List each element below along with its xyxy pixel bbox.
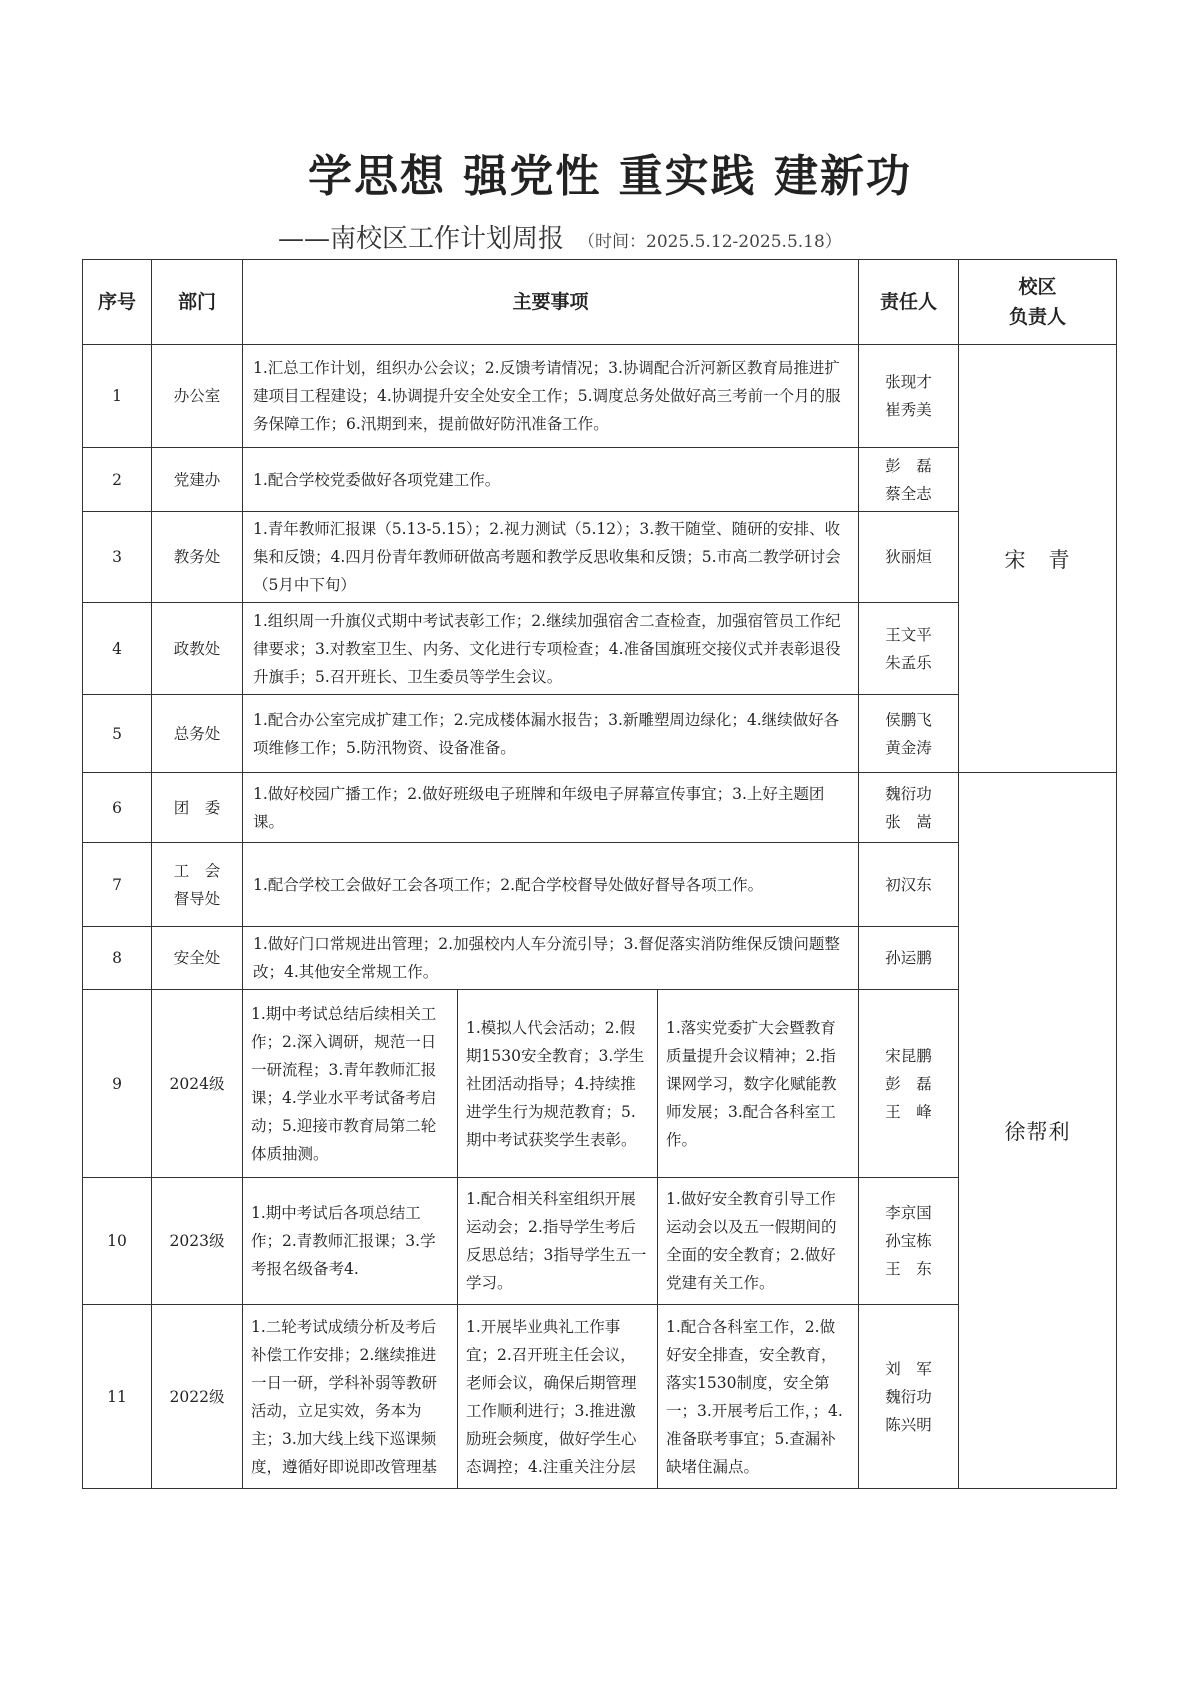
row-matters: 1.配合学校工会做好工会各项工作；2.配合学校督导处做好督导各项工作。 [243,843,859,927]
header-leader [959,260,1117,345]
row-no: 8 [83,927,152,990]
row-dept: 安全处 [152,927,243,990]
owner-name: 彭 磊 [885,1074,932,1093]
page-subtitle [278,218,842,255]
header-leader-line1: 校区 [1018,276,1057,298]
subtitle-text: ——南校区工作计划周报 [278,224,565,254]
row-owners [859,773,959,843]
owner-name: 张现才 [885,373,932,391]
header-owner: 责任人 [859,260,959,345]
owner-name: 蔡全志 [885,484,932,503]
row-dept [152,843,243,927]
row-dept: 党建办 [152,448,243,512]
row-matters-col1: 1.期中考试后各项总结工作；2.青教师汇报课；3.学考报名级备考4. [243,1178,458,1305]
row-matters: 1.配合学校党委做好各项党建工作。 [243,448,859,512]
owner-name: 张 嵩 [885,812,932,831]
row-dept: 教务处 [152,512,243,603]
campus-leader-2: 徐帮利 [959,773,1117,1489]
owner-name: 王文平 [885,625,932,644]
row-matters: 1.配合办公室完成扩建工作；2.完成楼体漏水报告；3.新雕塑周边绿化；4.继续做好各项维修工作；5.防汛物资、设备准备。 [243,695,859,773]
row-matters: 1.汇总工作计划，组织办公会议；2.反馈考请情况；3.协调配合沂河新区教育局推进扩建项目工程建设；4.协调提升安全处安全工作；5.调度总务处做好高三考前一个月的服务保障工作；6.汛期到来，提前做好防汛准备工作。 [243,345,859,448]
row-dept: 政教处 [152,603,243,695]
header-matters: 主要事项 [243,260,859,345]
row-owners [859,1178,959,1305]
row-owners [859,990,959,1178]
row-no: 10 [83,1178,152,1305]
row-matters: 1.组织周一升旗仪式期中考试表彰工作；2.继续加强宿舍二查检查，加强宿管员工作纪律要求；3.对教室卫生、内务、文化进行专项检查；4.准备国旗班交接仪式并表彰退役升旗手；5.召开班长、卫生委员等学生会议。 [243,603,859,695]
row-no: 2 [83,448,152,512]
row-no: 7 [83,843,152,927]
row-owners [859,843,959,927]
row-no: 11 [83,1305,152,1489]
owner-name: 宋昆鹏 [885,1046,932,1065]
row-dept: 团 委 [152,773,243,843]
owner-name: 孙运鹏 [885,949,932,967]
owner-name: 朱孟乐 [885,653,932,672]
owner-name: 王 东 [885,1260,932,1278]
row-no: 5 [83,695,152,773]
row-dept: 2024级 [152,990,243,1178]
dept-line: 督导处 [173,889,221,908]
owner-name: 彭 磊 [885,456,932,475]
row-no: 3 [83,512,152,603]
row-owners [859,345,959,448]
row-dept: 总务处 [152,695,243,773]
row-dept: 2022级 [152,1305,243,1489]
table-row [83,773,1117,843]
owner-name: 初汉东 [885,875,932,894]
owner-name: 黄金涛 [885,738,932,757]
owner-name: 狄丽烜 [885,548,932,566]
owner-name: 王 峰 [885,1102,932,1121]
row-matters: 1.青年教师汇报课（5.13-5.15）；2.视力测试（5.12）；3.教干随堂、随研的安排、收集和反馈；4.四月份青年教师研做高考题和教学反思收集和反馈；5.市高二教学研讨会（5月中下旬） [243,512,859,603]
row-matters-col3: 1.做好安全教育引导工作运动会以及五一假期间的全面的安全教育；2.做好党建有关工作。 [658,1178,859,1305]
row-owners [859,603,959,695]
date-range: （时间：2025.5.12-2025.5.18） [578,232,842,252]
row-owners [859,927,959,990]
owner-name: 刘 军 [885,1359,932,1378]
row-matters-col3: 1.落实党委扩大会暨教育质量提升会议精神；2.指课网学习，数字化赋能教师发展；3.配合各科室工作。 [658,990,859,1178]
table-header-row [83,260,1117,345]
row-no: 9 [83,990,152,1178]
owner-name: 崔秀美 [885,401,932,419]
owner-name: 魏衍功 [885,784,932,803]
dept-line: 工 会 [173,861,221,880]
row-matters-col2: 1.模拟人代会活动；2.假期1530安全教育；3.学生社团活动指导；4.持续推进学生行为规范教育；5.期中考试获奖学生表彰。 [458,990,658,1178]
row-matters-col2: 1.配合相关科室组织开展运动会；2.指导学生考后反思总结；3指导学生五一学习。 [458,1178,658,1305]
row-matters-col1: 1.二轮考试成绩分析及考后补偿工作安排；2.继续推进一日一研，学科补弱等教研活动，立足实效，务本为主；3.加大线上线下巡课频度，遵循好即说即改管理基 [243,1305,458,1489]
row-matters: 1.做好门口常规进出管理；2.加强校内人车分流引导；3.督促落实消防维保反馈问题整改；4.其他安全常规工作。 [243,927,859,990]
campus-leader-1: 宋 青 [959,345,1117,773]
row-matters-col2: 1.开展毕业典礼工作事宜；2.召开班主任会议，老师会议，确保后期管理工作顺利进行；3.推进激励班会频度，做好学生心态调控；4.注重关注分层 [458,1305,658,1489]
owner-name: 孙宝栋 [885,1232,932,1250]
row-matters-col3: 1.配合各科室工作，2.做好安全排查，安全教育，落实1530制度，安全第一；3.开展考后工作，；4.准备联考事宜；5.查漏补缺堵住漏点。 [658,1305,859,1489]
owner-name: 魏衍功 [885,1387,932,1406]
owner-name: 李京国 [885,1204,932,1222]
row-owners [859,512,959,603]
row-owners [859,448,959,512]
page-title: 学思想 强党性 重实践 建新功 [308,151,912,202]
header-dept: 部门 [152,260,243,345]
header-leader-line2: 负责人 [1008,306,1066,328]
row-owners [859,695,959,773]
row-no: 6 [83,773,152,843]
row-dept: 办公室 [152,345,243,448]
owner-name: 侯鹏飞 [885,710,932,729]
row-dept: 2023级 [152,1178,243,1305]
row-no: 1 [83,345,152,448]
row-matters: 1.做好校园广播工作；2.做好班级电子班牌和年级电子屏幕宣传事宜；3.上好主题团课。 [243,773,859,843]
header-no: 序号 [83,260,152,345]
weekly-plan-table [82,259,1117,1489]
row-no: 4 [83,603,152,695]
row-matters-col1: 1.期中考试总结后续相关工作；2.深入调研，规范一日一研流程；3.青年教师汇报课；4.学业水平考试备考启动；5.迎接市教育局第二轮体质抽测。 [243,990,458,1178]
table-row [83,345,1117,448]
row-owners [859,1305,959,1489]
owner-name: 陈兴明 [885,1415,932,1434]
